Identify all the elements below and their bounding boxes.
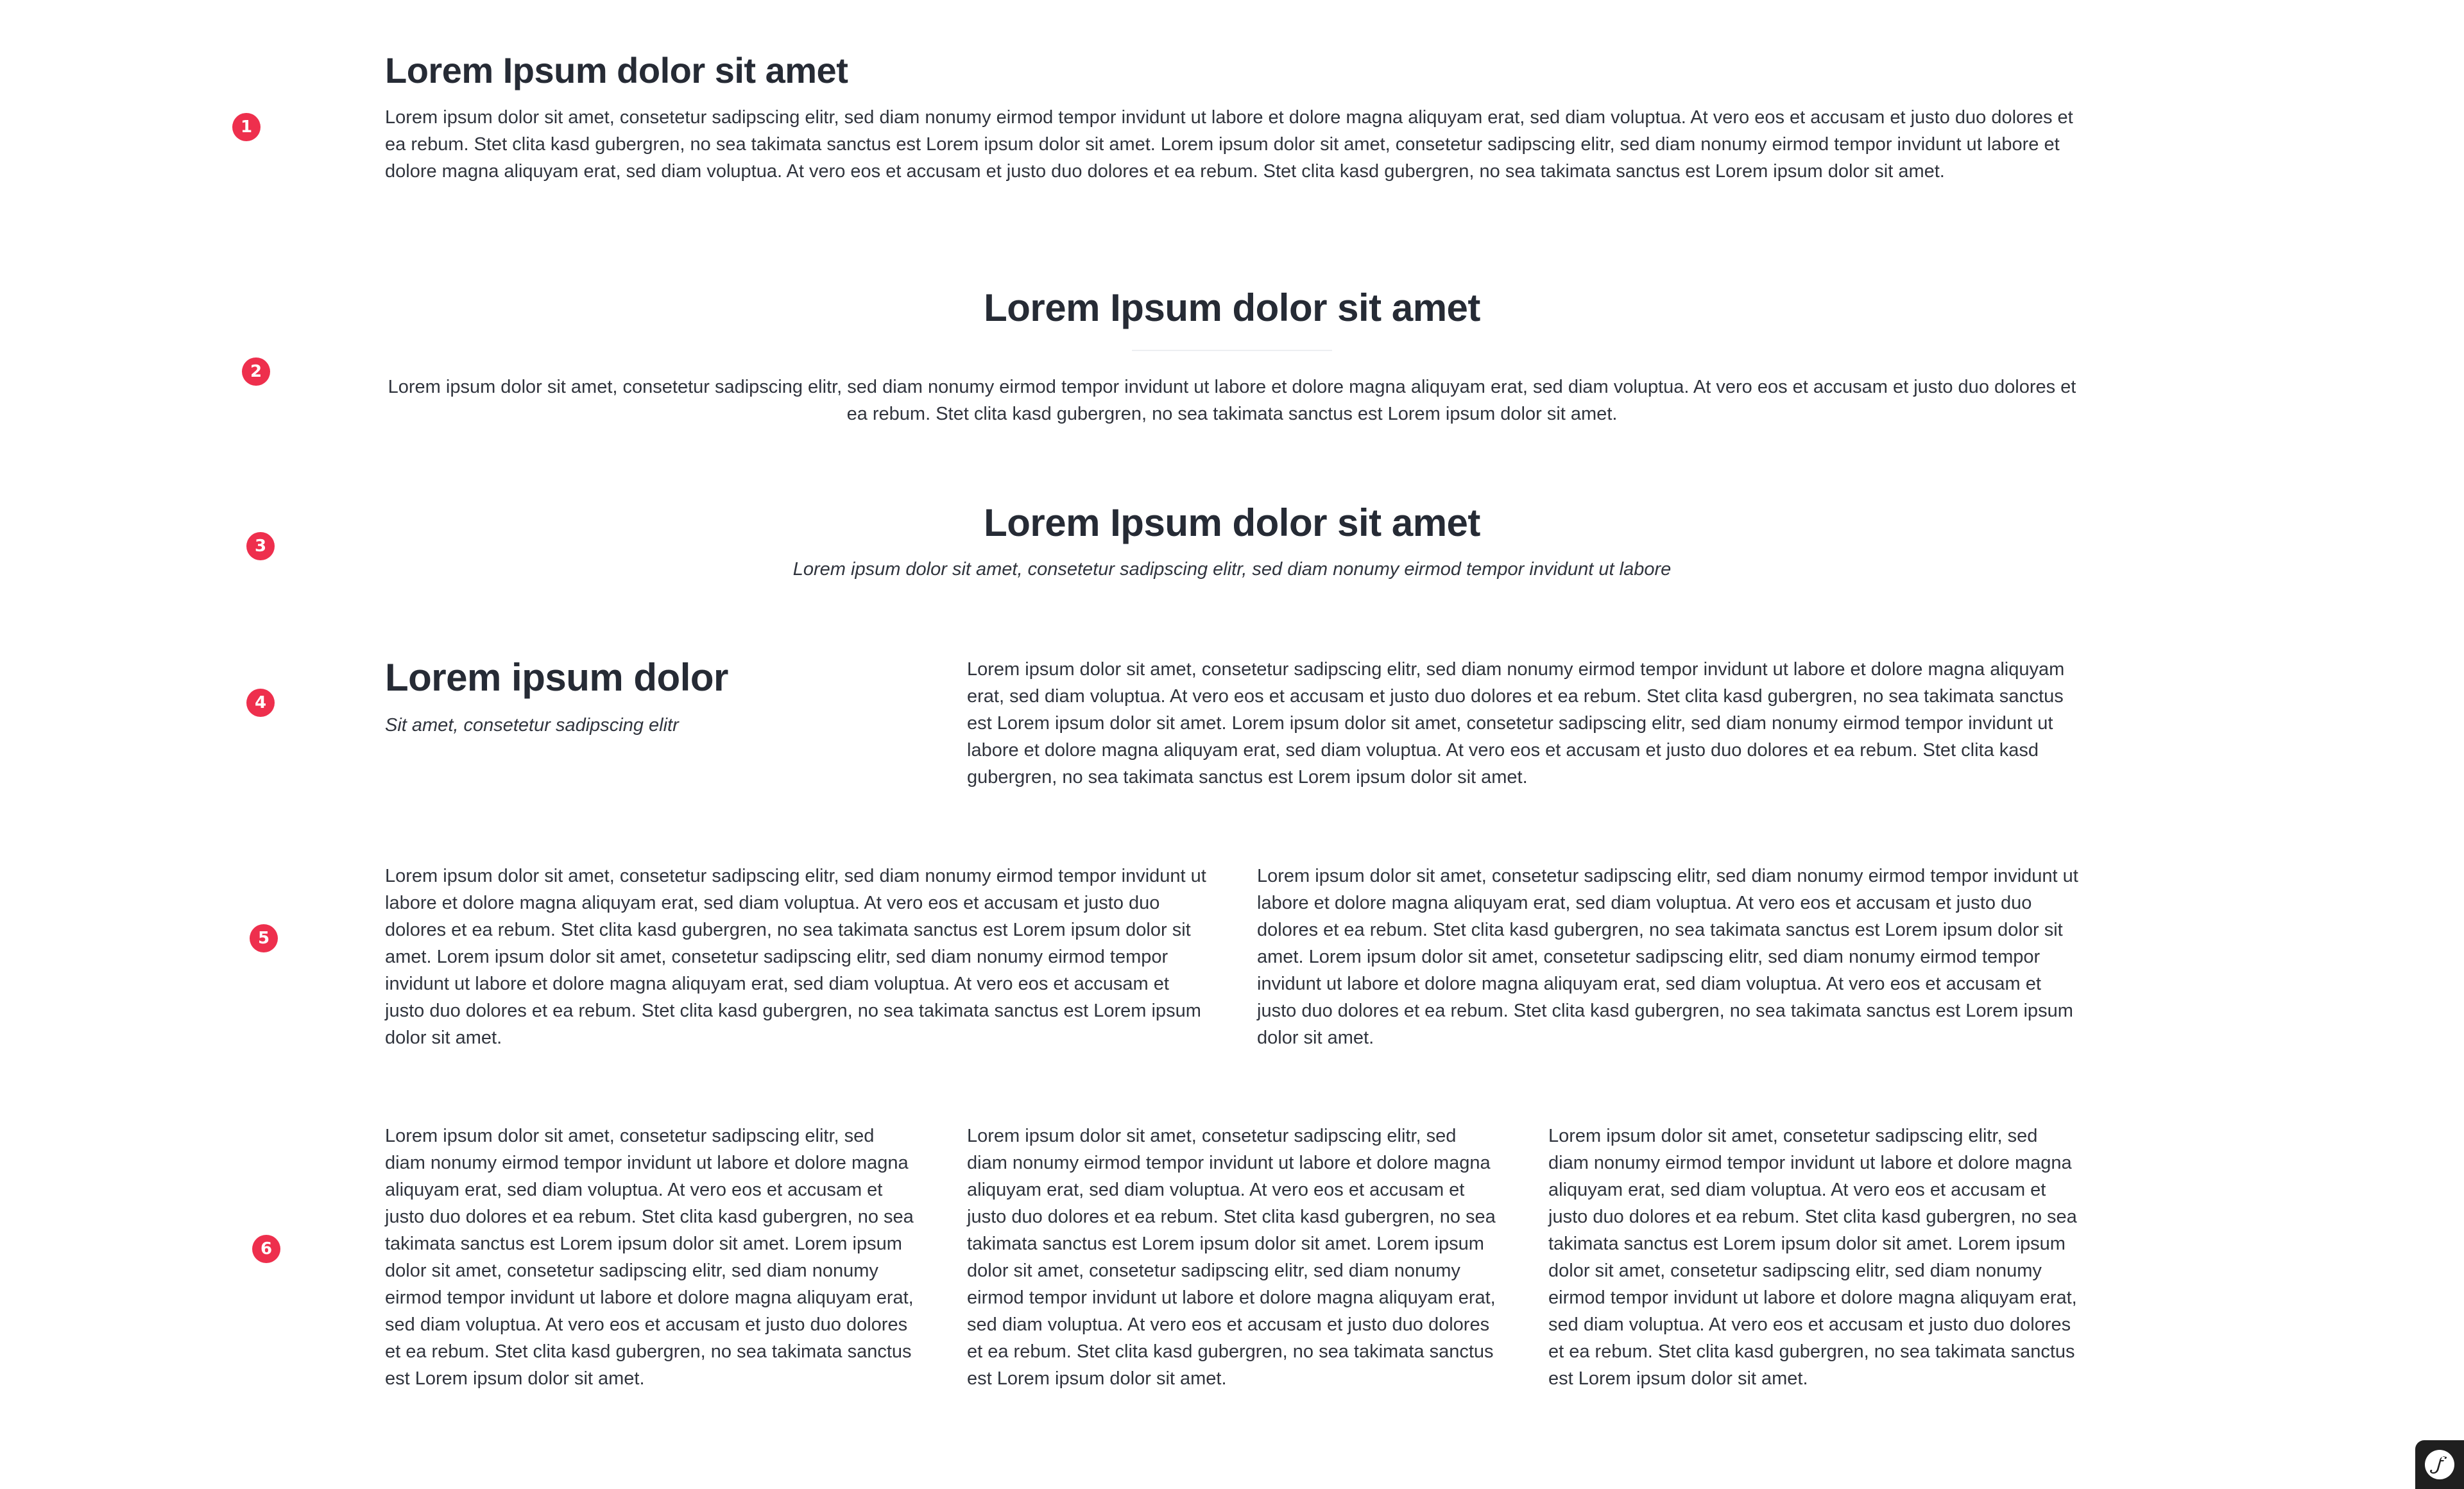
section4-subtitle: Sit amet, consetetur sadipscing elitr <box>385 715 679 736</box>
section3-subtitle: Lorem ipsum dolor sit amet, consetetur sadipscing elitr, sed diam nonumy eirmod tempor invidunt ut labore <box>792 559 1672 580</box>
section6-column-3: Lorem ipsum dolor sit amet, consetetur sadipscing elitr, sed diam nonumy eirmod tempor invidunt ut labore et dolore magna aliquyam erat, sed diam voluptua. At vero eos et accusam et justo duo dolores et ea rebum. Stet clita kasd gubergren, no sea takimata sanctus est Lorem ipsum dolor sit amet. Lorem ipsum dolor sit amet, consetetur sadipscing elitr, sed diam nonumy eirmod tempor invidunt ut labore et dolore magna aliquyam erat, sed diam voluptua. At vero eos et accusam et justo duo dolores et ea rebum. Stet clita kasd gubergren, no sea takimata sanctus est Lorem ipsum dolor sit amet. <box>1548 1126 2077 1389</box>
section-badge-3: 3 <box>246 532 275 560</box>
section1-body: Lorem ipsum dolor sit amet, consetetur sadipscing elitr, sed diam nonumy eirmod tempor invidunt ut labore et dolore magna aliquyam erat, sed diam voluptua. At vero eos et accusam et justo duo dolores et ea rebum. Stet clita kasd gubergren, no sea takimata sanctus est Lorem ipsum dolor sit amet. Lorem ipsum dolor sit amet, consetetur sadipscing elitr, sed diam nonumy eirmod tempor invidunt ut labore et dolore magna aliquyam erat, sed diam voluptua. At vero eos et accusam et justo duo dolores et ea rebum. Stet clita kasd gubergren, no sea takimata sanctus est Lorem ipsum dolor sit amet. <box>385 107 2073 182</box>
section5-column-1: Lorem ipsum dolor sit amet, consetetur sadipscing elitr, sed diam nonumy eirmod tempor invidunt ut labore et dolore magna aliquyam erat, sed diam voluptua. At vero eos et accusam et justo duo dolores et ea rebum. Stet clita kasd gubergren, no sea takimata sanctus est Lorem ipsum dolor sit amet. Lorem ipsum dolor sit amet, consetetur sadipscing elitr, sed diam nonumy eirmod tempor invidunt ut labore et dolore magna aliquyam erat, sed diam voluptua. At vero eos et accusam et justo duo dolores et ea rebum. Stet clita kasd gubergren, no sea takimata sanctus est Lorem ipsum dolor sit amet. <box>385 866 1206 1048</box>
symfony-toolbar-toggle[interactable] <box>2415 1440 2464 1489</box>
section1-heading: Lorem Ipsum dolor sit amet <box>385 50 848 90</box>
section2-divider <box>1132 350 1332 351</box>
symfony-logo-icon <box>2423 1448 2456 1481</box>
section6-column-1: Lorem ipsum dolor sit amet, consetetur sadipscing elitr, sed diam nonumy eirmod tempor invidunt ut labore et dolore magna aliquyam erat, sed diam voluptua. At vero eos et accusam et justo duo dolores et ea rebum. Stet clita kasd gubergren, no sea takimata sanctus est Lorem ipsum dolor sit amet. Lorem ipsum dolor sit amet, consetetur sadipscing elitr, sed diam nonumy eirmod tempor invidunt ut labore et dolore magna aliquyam erat, sed diam voluptua. At vero eos et accusam et justo duo dolores et ea rebum. Stet clita kasd gubergren, no sea takimata sanctus est Lorem ipsum dolor sit amet. <box>385 1126 914 1389</box>
section-badge-5: 5 <box>250 924 278 952</box>
section3-heading: Lorem Ipsum dolor sit amet <box>984 501 1480 544</box>
section6-column-2: Lorem ipsum dolor sit amet, consetetur sadipscing elitr, sed diam nonumy eirmod tempor invidunt ut labore et dolore magna aliquyam erat, sed diam voluptua. At vero eos et accusam et justo duo dolores et ea rebum. Stet clita kasd gubergren, no sea takimata sanctus est Lorem ipsum dolor sit amet. Lorem ipsum dolor sit amet, consetetur sadipscing elitr, sed diam nonumy eirmod tempor invidunt ut labore et dolore magna aliquyam erat, sed diam voluptua. At vero eos et accusam et justo duo dolores et ea rebum. Stet clita kasd gubergren, no sea takimata sanctus est Lorem ipsum dolor sit amet. <box>967 1126 1496 1389</box>
section-badge-2: 2 <box>242 357 270 386</box>
section4-body: Lorem ipsum dolor sit amet, consetetur sadipscing elitr, sed diam nonumy eirmod tempor invidunt ut labore et dolore magna aliquyam erat, sed diam voluptua. At vero eos et accusam et justo duo dolores et ea rebum. Stet clita kasd gubergren, no sea takimata sanctus est Lorem ipsum dolor sit amet. Lorem ipsum dolor sit amet, consetetur sadipscing elitr, sed diam nonumy eirmod tempor invidunt ut labore et dolore magna aliquyam erat, sed diam voluptua. At vero eos et accusam et justo duo dolores et ea rebum. Stet clita kasd gubergren, no sea takimata sanctus est Lorem ipsum dolor sit amet. <box>967 659 2065 788</box>
section5-column-2: Lorem ipsum dolor sit amet, consetetur sadipscing elitr, sed diam nonumy eirmod tempor invidunt ut labore et dolore magna aliquyam erat, sed diam voluptua. At vero eos et accusam et justo duo dolores et ea rebum. Stet clita kasd gubergren, no sea takimata sanctus est Lorem ipsum dolor sit amet. Lorem ipsum dolor sit amet, consetetur sadipscing elitr, sed diam nonumy eirmod tempor invidunt ut labore et dolore magna aliquyam erat, sed diam voluptua. At vero eos et accusam et justo duo dolores et ea rebum. Stet clita kasd gubergren, no sea takimata sanctus est Lorem ipsum dolor sit amet. <box>1257 866 2078 1048</box>
section-badge-4: 4 <box>246 689 275 717</box>
section-badge-6: 6 <box>252 1235 280 1263</box>
section4-heading: Lorem ipsum dolor <box>385 656 728 699</box>
section-badge-1: 1 <box>232 113 261 141</box>
section2-body: Lorem ipsum dolor sit amet, consetetur sadipscing elitr, sed diam nonumy eirmod tempor invidunt ut labore et dolore magna aliquyam erat, sed diam voluptua. At vero eos et accusam et justo duo dolores et ea rebum. Stet clita kasd gubergren, no sea takimata sanctus est Lorem ipsum dolor sit amet. <box>388 377 2076 424</box>
section2-heading: Lorem Ipsum dolor sit amet <box>984 286 1480 329</box>
